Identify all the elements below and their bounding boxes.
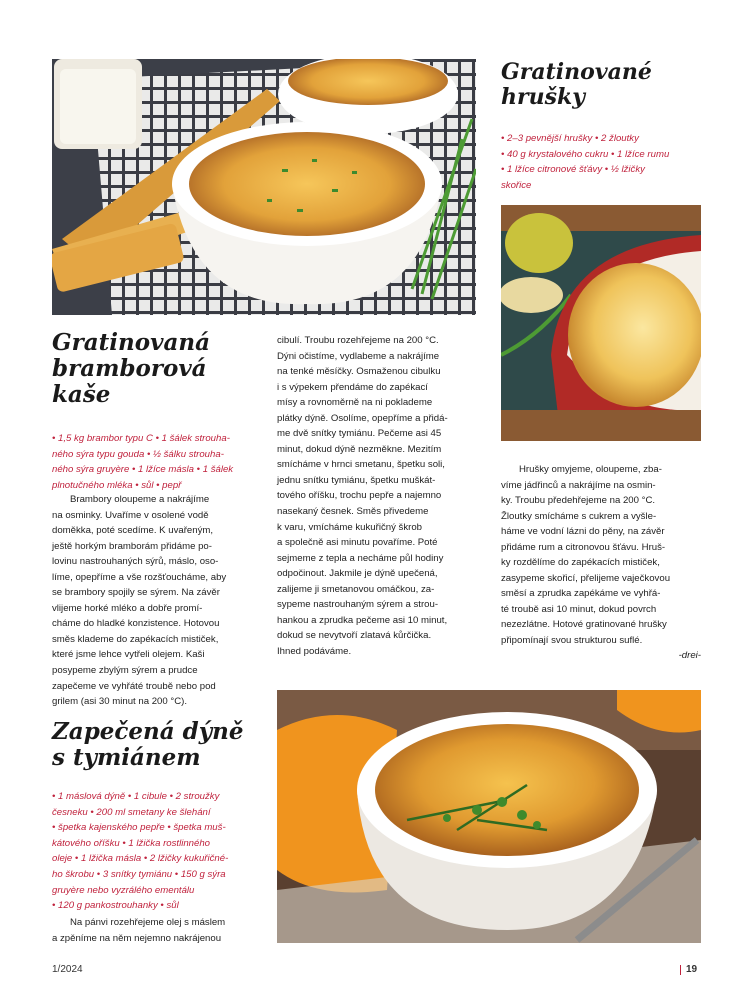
body-line: na osminky. Uvaříme v osolené vodě xyxy=(52,509,209,521)
potato-gratin-photo xyxy=(52,59,476,315)
body-line: k varu, vmícháme kukuřičný škrob xyxy=(277,521,423,533)
body-line: grilem (asi 30 minut na 200 °C). xyxy=(52,696,188,708)
ingredient-line: • 40 g krystalového cukru • 1 lžíce rumu xyxy=(501,148,670,160)
body-line: cháme do hladké konzistence. Hotovou xyxy=(52,618,220,630)
body-line: smícháme v hrnci smetanu, špetku soli, xyxy=(277,459,445,471)
pumpkin-ingredients xyxy=(52,789,228,914)
potato-title xyxy=(52,330,210,407)
body-line: a společně asi minutu povaříme. Poté xyxy=(277,537,438,549)
body-line: směs klademe do zapékacích mističek, xyxy=(52,633,219,645)
ingredient-line: • 120 g pankostrouhanky • sůl xyxy=(52,900,179,912)
body-line: líme, opepříme a vše rozšťoucháme, aby xyxy=(52,571,227,583)
ingredient-line: • 1 máslová dýně • 1 cibule • 2 stroužky xyxy=(52,791,220,802)
body-line: a zpěníme na něm nejemno nakrájenou xyxy=(52,932,222,944)
ingredient-line: • 1 lžíce citronové šťávy • ½ lžičky xyxy=(501,164,645,176)
body-line: vlijeme horké mléko a dobře promí- xyxy=(52,602,203,614)
body-line: Ihned podáváme. xyxy=(277,645,352,657)
ingredient-line: ného sýra gruyère • 1 lžíce másla • 1 šálek xyxy=(52,464,234,476)
ingredient-line: • 2–3 pevnější hrušky • 2 žloutky xyxy=(501,133,639,144)
potato-method xyxy=(52,492,226,710)
pumpkin-title xyxy=(52,719,243,771)
body-line: hankou a zprudka pečeme asi 10 minut, xyxy=(277,614,448,626)
page-number: 19 xyxy=(686,964,698,975)
body-line: nasekaný česnek. Směs přivedeme xyxy=(277,506,429,518)
issue-number: 1/2024 xyxy=(52,964,83,975)
body-line: tového oříšku, trochu pepře a najemno xyxy=(277,490,442,502)
body-line: směsí a zprudka zapékáme ve vyhřá- xyxy=(501,588,661,600)
body-line: které jsme lehce vytřeli olejem. Kaši xyxy=(52,649,205,661)
body-line: zasypeme skořicí, přelijeme vaječkovou xyxy=(501,572,671,584)
pumpkin-method-start xyxy=(52,915,225,946)
ingredient-line: gruyère nebo vyzrálého ementálu xyxy=(52,884,195,896)
body-line: cibulí. Troubu rozehřejeme na 200 °C. xyxy=(277,335,439,346)
body-line: víme jádřinců a nakrájíme na osmin- xyxy=(501,479,656,491)
pumpkin-method-continued xyxy=(277,333,448,659)
body-line: na tenké měsíčky. Osmaženou cibulku xyxy=(277,366,441,378)
pumpkin-gratin-photo xyxy=(277,690,701,943)
body-line: dokud se nevytvoří zlatavá kůrčička. xyxy=(277,630,432,642)
body-line: Hrušky omyjeme, oloupeme, zba- xyxy=(519,464,662,475)
potato-ingredients xyxy=(52,431,233,493)
page-divider xyxy=(680,965,681,975)
ingredient-line: ného sýra typu gouda • ½ šálku strouha- xyxy=(52,448,224,460)
potato-title-line: bramborová xyxy=(52,354,207,382)
pears-title-line: hrušky xyxy=(501,83,585,110)
author-signature: -drei- xyxy=(678,650,701,661)
body-line: se brambory spojily se sýrem. Na závěr xyxy=(52,587,220,599)
body-line: sypeme nastrouhaným sýrem a strou- xyxy=(277,599,439,611)
body-line: posypeme zbylým sýrem a prudce xyxy=(52,665,198,677)
body-line: Brambory oloupeme a nakrájíme xyxy=(70,494,210,505)
body-line: zalijeme ji smetanovou omáčkou, za- xyxy=(277,583,435,595)
body-line: přidáme rum a citronovou šťávu. Hruš- xyxy=(501,541,666,553)
body-line: jednu snítku tymiánu, špetku muškát- xyxy=(277,474,436,486)
body-line: mísy a rovnoměrně na ni poklademe xyxy=(277,397,433,409)
ingredient-line: skořice xyxy=(501,179,532,191)
body-line: zapečeme ve vyhřáté troubě nebo pod xyxy=(52,680,216,692)
ingredient-line: česneku • 200 ml smetany ke šlehání xyxy=(52,806,211,818)
body-line: lovinu nastrouhaných sýrů, máslo, oso- xyxy=(52,556,219,568)
body-line: Na pánvi rozehřejeme olej s máslem xyxy=(70,917,226,928)
ingredient-line: • špetka kajenského pepře • špetka muš- xyxy=(52,822,226,834)
ingredient-line: oleje • 1 lžička másla • 2 lžičky kukuřičné- xyxy=(52,853,229,865)
body-line: ještě horkým bramborám přidáme po- xyxy=(52,540,212,552)
pear-gratin-photo xyxy=(501,205,701,441)
ingredient-line: kátového oříšku • 1 lžička rostlinného xyxy=(52,837,211,849)
pears-title-line: Gratinované xyxy=(501,59,652,85)
body-line: ky. Troubu předehřejeme na 200 °C. xyxy=(501,495,656,507)
pears-ingredients xyxy=(501,131,669,193)
pears-title xyxy=(501,60,652,109)
body-line: sejmeme z tepla a necháme půl hodiny xyxy=(277,552,444,564)
body-line: ky rozdělíme do zapékacích mističek, xyxy=(501,557,660,569)
body-line: plátky dýně. Osolíme, opepříme a přidá- xyxy=(277,412,448,424)
body-line: háme ve vodní lázni do pěny, na závěr xyxy=(501,526,665,538)
body-line: me dvě snítky tymiánu. Pečeme asi 45 xyxy=(277,428,442,440)
ingredient-line: ho škrobu • 3 snítky tymiánu • 150 g sýra xyxy=(52,868,226,880)
ingredient-line: • 1,5 kg brambor typu C • 1 šálek strouha- xyxy=(52,433,230,444)
body-line: odpočinout. Jakmile je dýně upečená, xyxy=(277,568,438,580)
body-line: připomínají svou strukturou suflé. xyxy=(501,635,643,647)
body-line: Dýni očistíme, vydlabeme a nakrájíme xyxy=(277,350,440,362)
body-line: minut, dokud dýně nezměkne. Mezitím xyxy=(277,443,442,455)
body-line: nezezlátne. Hotové gratinované hrušky xyxy=(501,619,667,631)
ingredient-line: plnotučného mléka • sůl • pepř xyxy=(52,479,182,491)
body-line: i s výpekem přendáme do zapékací xyxy=(277,381,428,393)
potato-title-line: kaše xyxy=(52,380,111,408)
potato-title-line: Gratinovaná xyxy=(52,329,210,356)
pumpkin-title-line: Zapečená dýně xyxy=(52,718,244,745)
pears-method xyxy=(501,462,670,649)
body-line: Žloutky smícháme s cukrem a vyšle- xyxy=(501,510,657,522)
body-line: té troubě asi 10 minut, dokud povrch xyxy=(501,603,657,615)
pumpkin-title-line: s tymiánem xyxy=(52,743,201,771)
body-line: doměkka, poté scedíme. K uvařeným, xyxy=(52,525,214,537)
